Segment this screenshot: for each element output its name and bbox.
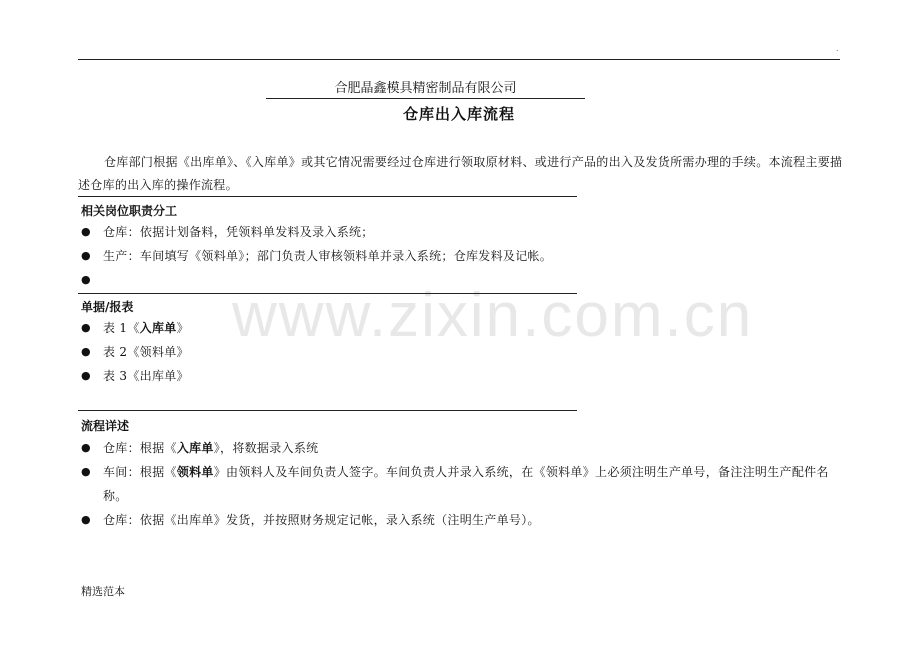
list-item-text: 仓库：根据《: [103, 441, 177, 455]
bullet-icon: ●: [81, 249, 91, 262]
list-item-text: 仓库：依据计划备料，凭领料单发料及录入系统；: [103, 225, 374, 239]
page-title-text: 仓库出入库流程: [402, 105, 515, 123]
header-rule: [78, 59, 840, 60]
bullet-icon: ●: [81, 321, 91, 334]
page-title: [0, 103, 920, 124]
list-item-text: 》，将数据录入系统: [213, 441, 319, 455]
flow-list: [81, 436, 846, 532]
bullet-icon: ●: [81, 225, 91, 238]
list-item: [81, 316, 846, 340]
section-rule: [78, 293, 577, 294]
company-name: 合肥晶鑫模具精密制品有限公司: [266, 81, 585, 99]
list-item-text: 生产：车间填写《领料单》；部门负责人审核领料单并录入系统；仓库发料及记帐。: [103, 249, 553, 263]
section-heading-duties: 相关岗位职责分工: [81, 204, 178, 218]
list-item-text: 表 1《: [103, 321, 140, 335]
list-item-text: 表 3《出库单》: [103, 369, 189, 383]
bullet-icon: ●: [81, 441, 91, 454]
bullet-icon: ●: [81, 369, 91, 382]
list-item: [81, 220, 846, 244]
section-rule: [78, 410, 577, 411]
forms-list: [81, 316, 846, 388]
list-item-text: 车间：根据《: [103, 465, 177, 479]
section-heading-flow: 流程详述: [81, 419, 130, 433]
list-item: [81, 436, 846, 460]
list-item-strong: 领料单: [176, 465, 214, 479]
bullet-icon: ●: [81, 465, 91, 478]
list-item-text: 》由领料人及车间负责人签字。车间负责人并录入系统，在《领料单》上必须注明生产单号，备注注明生产配件名称。: [103, 465, 829, 503]
list-item: [81, 508, 846, 532]
section-heading-forms: 单据/报表: [81, 300, 134, 314]
watermark: www.zixin.com.cn: [232, 281, 754, 350]
list-item: [81, 340, 846, 364]
corner-mark: .: [836, 44, 839, 53]
bullet-icon: ●: [81, 273, 91, 286]
list-item-strong: 入库单: [176, 441, 214, 455]
bullet-icon: ●: [81, 345, 91, 358]
footer-text: 精选范本: [81, 585, 125, 598]
duties-list: [81, 220, 846, 286]
intro-paragraph: 仓库部门根据《出库单》、《入库单》或其它情况需要经过仓库进行领取原材料、或进行产品的出入及发货所需办理的手续。本流程主要描述仓库的出入库的操作流程。: [78, 155, 843, 192]
bullet-icon: ●: [81, 513, 91, 526]
list-item: [81, 364, 846, 388]
list-item: [81, 460, 846, 508]
list-item-text: 仓库：依据《出库单》发货，并按照财务规定记帐，录入系统（注明生产单号）。: [103, 513, 540, 527]
list-item-text: 表 2《领料单》: [103, 345, 189, 359]
list-item: [81, 244, 846, 268]
list-item-strong: 入库单: [139, 321, 177, 335]
section-rule: [78, 196, 577, 197]
list-item-text: 》: [176, 321, 189, 335]
